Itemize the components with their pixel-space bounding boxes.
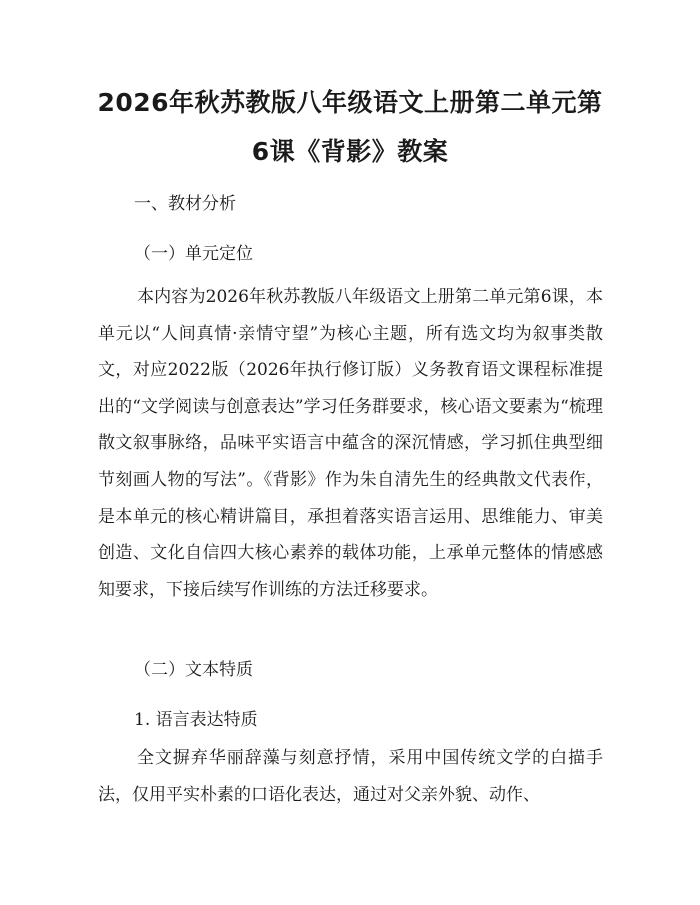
document-title-line-1: 2026年秋苏教版八年级语文上册第二单元第 [97, 88, 603, 117]
document-title-line-2: 6课《背影》教案 [251, 137, 449, 166]
item-heading-language-features: 1. 语言表达特质 [134, 710, 258, 730]
paragraph-unit-positioning: 本内容为2026年秋苏教版八年级语文上册第二单元第6课，本单元以“人间真情·亲情守望”为核心主题，所有选文均为叙事类散文，对应2022版（2026年执行修订版）义务教育语文课程标准提出的“文学阅读与创意表达”学习任务群要求，核心语文要素为“梳理散文叙事脉络，品味平实语言中蕴含的深沉情感，学习抓住典型细节刻画人物的写法”。《背影》作为朱自清先生的经典散文代表作，是本单元的核心精讲篇目，承担着落实语言运用、思维能力、审美创造、文化自信四大核心素养的载体功能，上承单元整体的情感感知要求，下接后续写作训练的方法迁移要求。 [98, 287, 603, 600]
section-heading-textbook-analysis: 一、教材分析 [134, 194, 236, 214]
subsection-heading-unit-positioning: （一）单元定位 [134, 244, 253, 264]
paragraph-language-features: 全文摒弃华丽辞藻与刻意抒情，采用中国传统文学的白描手法，仅用平实朴素的口语化表达，通过对父亲外貌、动作、 [98, 748, 603, 805]
subsection-heading-text-features: （二）文本特质 [134, 660, 253, 680]
